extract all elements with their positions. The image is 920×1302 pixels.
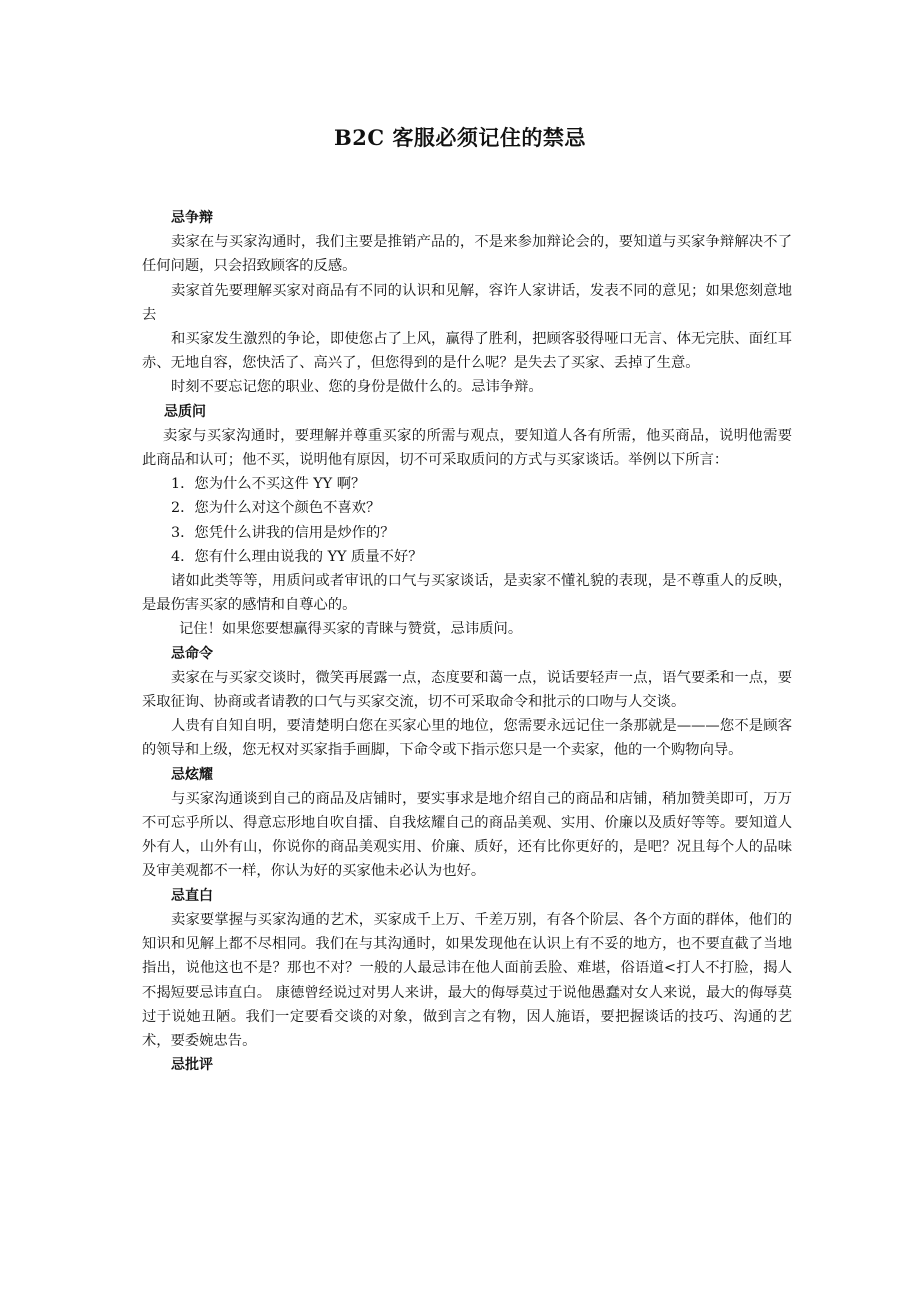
list-item: 2．您为什么对这个颜色不喜欢？ <box>171 500 381 517</box>
paragraph: 和买家发生激烈的争论，即使您占了上风，赢得了胜利，把顾客驳得哑口无言、体无完肤、面红耳赤、无地自容，您快活了、高兴了，但您得到的是什么呢？是失去了买家、丢掉了生意。 <box>142 331 792 372</box>
section-heading: 忌命令 <box>171 645 213 662</box>
list-item: 4．您有什么理由说我的 YY 质量不好？ <box>171 548 423 565</box>
paragraph: 诸如此类等等，用质问或者审讯的口气与买家谈话，是卖家不懂礼貌的表现，是不尊重人的反映，是最伤害买家的感情和自尊心的。 <box>142 573 792 614</box>
document-body <box>142 206 792 1077</box>
paragraph: 记住！如果您要想赢得买家的青睐与赞赏，忌讳质问。 <box>179 621 523 638</box>
paragraph: 卖家在与买家沟通时，我们主要是推销产品的，不是来参加辩论会的，要知道与买家争辩解决不了任何问题，只会招致顾客的反感。 <box>142 234 792 275</box>
section-heading: 忌批评 <box>171 1057 213 1074</box>
paragraph: 人贵有自知自明，要清楚明白您在买家心里的地位，您需要永远记住一条那就是———您不是顾客的领导和上级，您无权对买家指手画脚，下命令或下指示您只是一个卖家，他的一个购物向导。 <box>142 718 792 759</box>
section-heading: 忌争辩 <box>171 210 213 226</box>
paragraph: 卖家与买家沟通时，要理解并尊重买家的所需与观点，要知道人各有所需，他买商品，说明他需要此商品和认可；他不买，说明他有原因，切不可采取质问的方式与买家谈话。举例以下所言： <box>142 427 792 469</box>
document-title: B2C 客服必须记住的禁忌 <box>334 125 586 150</box>
list-item: 3．您凭什么讲我的信用是炒作的？ <box>171 524 395 541</box>
paragraph: 卖家在与买家交谈时，微笑再展露一点，态度要和蔼一点，说话要轻声一点，语气要柔和一点，要采取征询、协商或者请教的口气与买家交流，切不可采取命令和批示的口吻与人交谈。 <box>142 669 792 711</box>
section-heading: 忌质问 <box>164 403 206 420</box>
paragraph: 时刻不要忘记您的职业、您的身份是做什么的。忌讳争辩。 <box>171 379 543 396</box>
list-item: 1．您为什么不买这件 YY 啊？ <box>171 476 366 493</box>
paragraph: 卖家首先要理解买家对商品有不同的认识和见解，容许人家讲话，发表不同的意见；如果您刻意地去 <box>142 282 792 323</box>
paragraph: 与买家沟通谈到自己的商品及店铺时，要实事求是地介绍自己的商品和店铺，稍加赞美即可，万万不可忘乎所以、得意忘形地自吹自擂、自我炫耀自己的商品美观、实用、价廉以及质好等等。要知道人外有人，山外有山，你说你的商品美观实用、价廉、质好，还有比你更好的，是吧？况且每个人的品味及审美观都不一样，你认为好的买家他未必认为也好。 <box>142 790 792 880</box>
paragraph: 卖家要掌握与买家沟通的艺术，买家成千上万、千差万别，有各个阶层、各个方面的群体，他们的知识和见解上都不尽相同。我们在与其沟通时，如果发现他在认识上有不妥的地方，也不要直截了当地指出，说他这也不是？那也不对？一般的人最忌讳在他人面前丢脸、难堪，俗语道<打人不打脸，揭人不揭短要忌讳直白。 康德曾经说过对男人来讲，最大的侮辱莫过于说他愚蠢对女人来说，最大的侮辱莫过于说她丑陋。我们一定要看交谈的对象，做到言之有物，因人施语，要把握谈话的技巧、沟通的艺术，要委婉忠告。 <box>142 911 792 1049</box>
section-heading: 忌炫耀 <box>171 766 213 783</box>
section-heading: 忌直白 <box>171 887 213 904</box>
